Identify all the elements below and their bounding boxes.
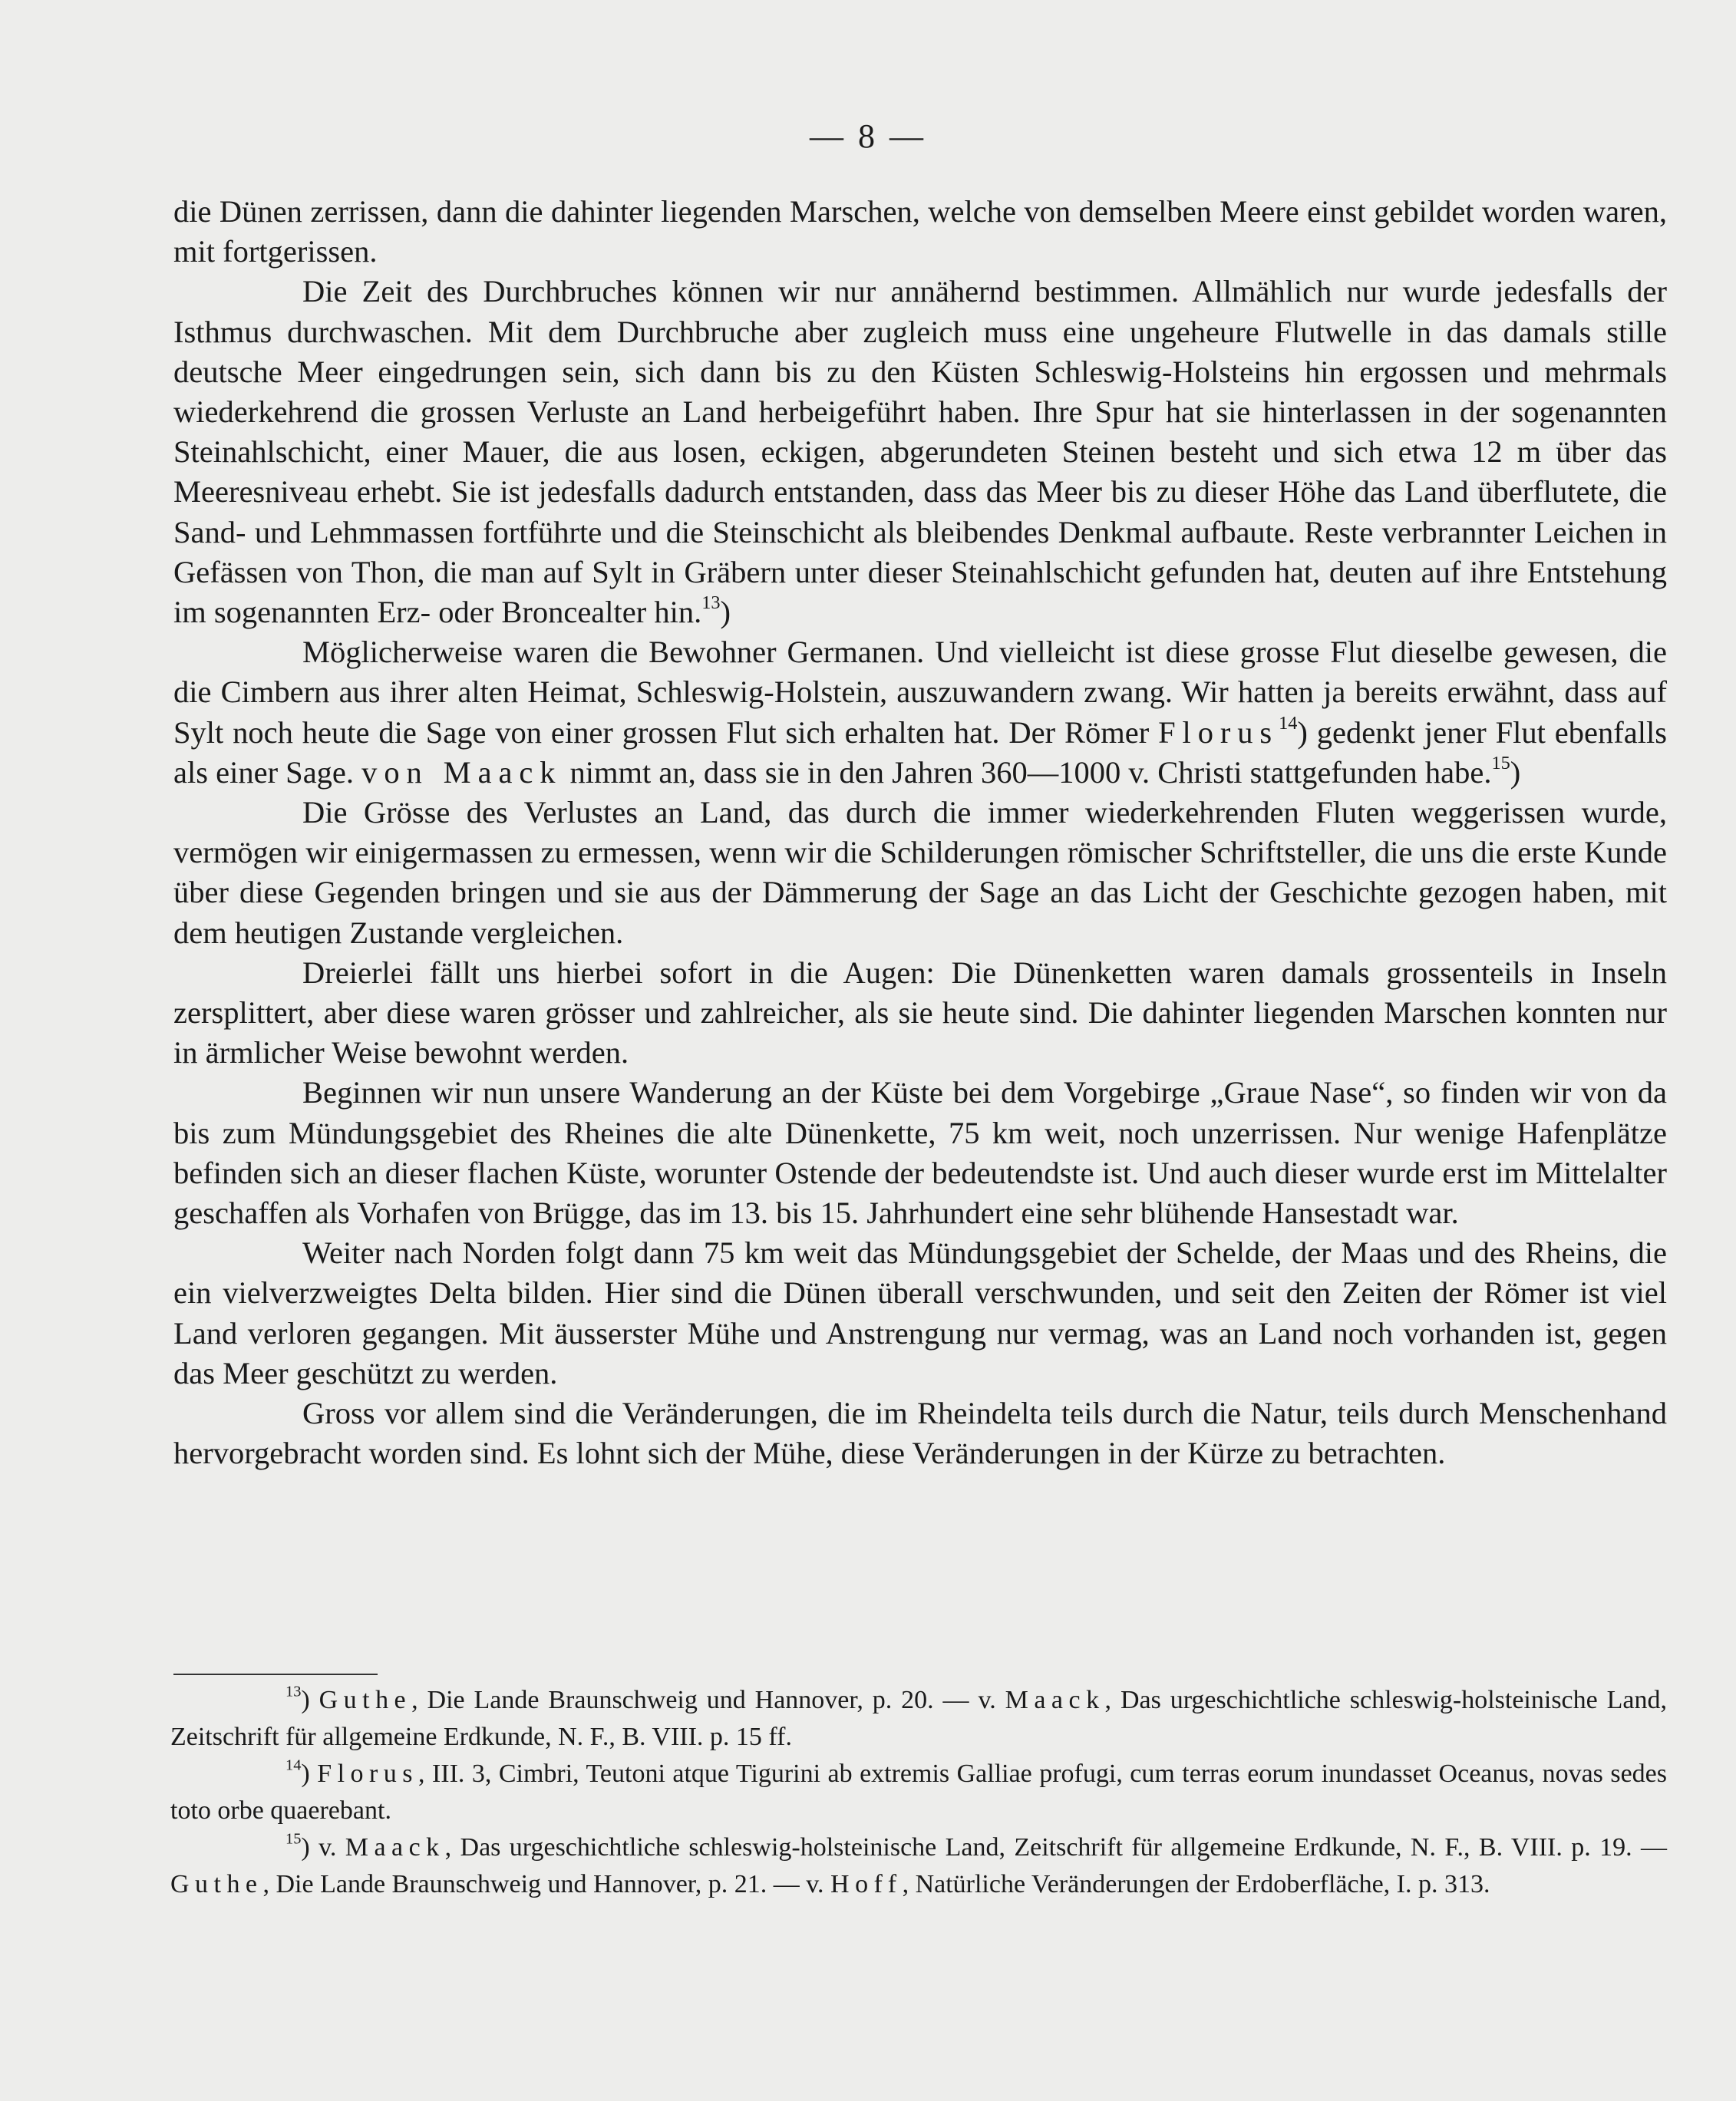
text-run: Weiter nach Norden folgt dann 75 km weit das Mündungsgebiet der Schelde, der Maas und des Rheins, die ein vielverzweigtes Delta bilden. Hier sind die Dünen überall verschwunden, und seit den Zeiten der Römer ist viel Land verloren gegangen. Mit äusserster Mühe und Anstrengung nur vermag, was an Land noch vorhanden ist, gegen das Meer geschützt zu werden. xyxy=(173,1235,1667,1390)
text-run: Die Grösse des Verlustes an Land, das durch die immer wiederkehrenden Fluten weggerissen wurde, vermögen wir einigermassen zu ermessen, wenn wir die Schilderungen römischer Schriftsteller, die uns die erste Kunde über diese Gegenden bringen und sie aus der Dämmerung der Sage an das Licht der Geschichte gezogen haben, mit dem heutigen Zustande vergleichen. xyxy=(173,795,1667,950)
emphasized-name: Florus xyxy=(1158,714,1279,750)
text-run: die Dünen zerrissen, dann die dahinter liegenden Marschen, welche von demselben Meere einst gebildet worden waren, mit fortgerissen. xyxy=(173,194,1667,269)
text-run: , Das urgeschichtliche schleswig-holsteinische Land, Zeitschrift für allgemeine Erdkunde, N. F., B. VIII. p. 15 ff. xyxy=(170,1686,1667,1751)
paragraph xyxy=(173,632,1667,793)
emphasized-name: von Maack xyxy=(361,754,563,790)
paragraph xyxy=(173,1233,1667,1394)
text-run: , Die Lande Braunschweig und Hannover, p. 20. — v. xyxy=(411,1686,1005,1714)
paragraph xyxy=(173,272,1667,632)
text-run: Die Zeit des Durchbruches können wir nur annähernd bestimmen. Allmählich nur wurde jedesfalls der Isthmus durchwaschen. Mit dem Durchbruche aber zugleich muss eine ungeheure Flutwelle in das damals stille deutsche Meer eingedrungen sein, sich dann bis zu den Küsten Schleswig-Holsteins hin ergossen und mehrmals wiederkehrend die grossen Verluste an Land herbeigeführt haben. Ihre Spur hat sie hinterlassen in der sogenannten Steinahlschicht, einer Mauer, die aus losen, eckigen, abgerundeten Steinen besteht und sich etwa 12 m über das Meeresniveau erhebt. Sie ist jedesfalls dadurch entstanden, dass das Meer bis zu dieser Höhe das Land überflutete, die Sand- und Lehmmassen fortführte und die Steinschicht als bleibendes Denkmal aufbaute. Reste verbrannter Leichen in Gefässen von Thon, die man auf Sylt in Gräbern unter dieser Steinahlschicht gefunden hat, deuten auf ihre Entstehung im sogenannten Erz- oder Broncealter hin. xyxy=(173,274,1667,630)
body-text xyxy=(173,192,1667,1474)
emphasized-name: Maack xyxy=(1005,1686,1105,1714)
page-number: — 8 — xyxy=(810,117,926,155)
emphasized-name: Hoff xyxy=(830,1870,903,1898)
footnote-marker: 15 xyxy=(285,1830,302,1848)
footnote xyxy=(170,1682,1667,1756)
text-run: , III. 3, Cimbri, Teutoni atque Tigurini ab extremis Galliae profugi, cum terras eorum inundasset Oceanus, novas sedes toto orbe quaerebant. xyxy=(170,1760,1668,1825)
paragraph xyxy=(173,793,1667,953)
footnote-marker: 14 xyxy=(285,1756,302,1774)
emphasized-name: Maack xyxy=(345,1833,445,1862)
paragraph xyxy=(173,192,1667,272)
text-run: , Natürliche Veränderungen der Erdoberfläche, I. p. 313. xyxy=(902,1870,1490,1898)
footnote-marker: 14 xyxy=(1279,712,1298,734)
text-run: Dreierlei fällt uns hierbei sofort in die Augen: Die Dünenketten waren damals grossenteils in Inseln zersplittert, aber diese waren grösser und zahlreicher, als sie heute sind. Die dahinter liegenden Marschen konnten nur in ärmlicher Weise bewohnt werden. xyxy=(173,955,1667,1070)
footnote xyxy=(170,1756,1667,1829)
footnote-marker: 15 xyxy=(1491,752,1510,773)
paragraph xyxy=(173,1073,1667,1233)
text-run: , Das urgeschichtliche schleswig-holsteinische Land, Zeitschrift für allgemeine Erdkunde, N. F., B. VIII. p. 19. — xyxy=(444,1833,1667,1862)
text-run: ) xyxy=(301,1760,318,1788)
text-run: Möglicherweise waren die Bewohner Germanen. Und vielleicht ist diese grosse Flut dieselbe gewesen, die die Cimbern aus ihrer alten Heimat, Schleswig-Holstein, auszuwandern zwang. Wir hatten ja bereits erwähnt, dass auf Sylt noch heute die Sage von einer grossen Flut sich erhalten hat. Der Römer xyxy=(173,635,1667,750)
footnotes xyxy=(170,1682,1667,1903)
text-run: ) xyxy=(301,1686,319,1714)
text-run: , Die Lande Braunschweig und Hannover, p. 21. — v. xyxy=(262,1870,831,1898)
emphasized-name: Florus xyxy=(317,1760,418,1788)
text-run: nimmt an, dass sie in den Jahren 360—1000 v. Christi stattgefunden habe. xyxy=(562,754,1492,790)
footnote-separator xyxy=(173,1674,378,1675)
footnote xyxy=(170,1829,1667,1903)
text-run: Gross vor allem sind die Veränderungen, die im Rheindelta teils durch die Natur, teils durch Menschenhand hervorgebracht worden sind. Es lohnt sich der Mühe, diese Veränderungen in der Kürze zu betrachten. xyxy=(173,1396,1667,1471)
text-run: ) v. xyxy=(301,1833,345,1862)
footnote-marker: 13 xyxy=(701,592,721,613)
paragraph xyxy=(173,1394,1667,1473)
text-run: ) gedenkt jener Flut ebenfalls als einer Sage. xyxy=(173,714,1667,790)
text-run: ) xyxy=(1510,754,1521,790)
footnote-marker: 13 xyxy=(285,1683,302,1700)
paragraph xyxy=(173,953,1667,1074)
emphasized-name: Guthe xyxy=(318,1686,412,1714)
text-run: Beginnen wir nun unsere Wanderung an der Küste bei dem Vorgebirge „Graue Nase“, so finden wir von da bis zum Mündungsgebiet des Rheines die alte Dünenkette, 75 km weit, noch unzerrissen. Nur wenige Hafenplätze befinden sich an dieser flachen Küste, worunter Ostende der bedeutendste ist. Und auch dieser wurde erst im Mittelalter geschaffen als Vorhafen von Brügge, das im 13. bis 15. Jahrhundert eine sehr blühende Hansestadt war. xyxy=(173,1075,1667,1231)
emphasized-name: Guthe xyxy=(170,1870,263,1898)
text-run: ) xyxy=(720,595,731,630)
